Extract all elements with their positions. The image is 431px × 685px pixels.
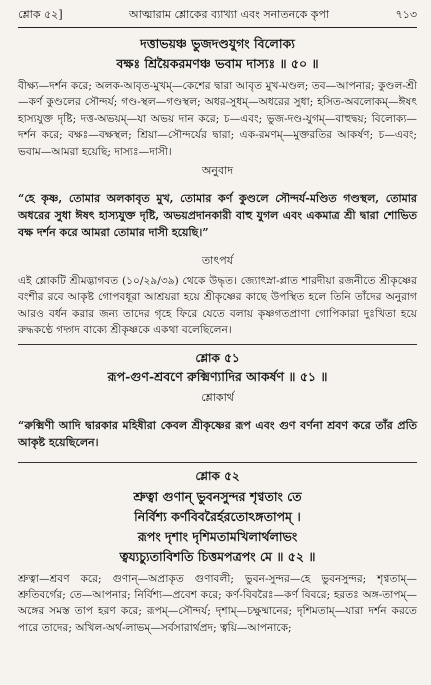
divider <box>18 344 417 345</box>
verse-52-line-3: রূপং দৃশাং দৃশিমতামখিলার্থলাভং <box>137 528 298 544</box>
verse-52-line-2: নির্বিশ্য কর্ণবিবরৈর্হরতোঽঙ্গতাপম্ । <box>134 508 301 524</box>
purport-50: এই শ্লোকটি শ্রীমদ্ভাগবত (১০/২৯/৩৯) থেকে উদ্ধৃত। জ্যোৎস্না-প্লাত শারদীয়া রজনীতে শ্রীকৃষ্ণের বংশীর রবে আকৃষ্ট গোপবধূরা আশ্রয়রা হয়ে শ্রীকৃষ্ণের কাছে উপস্থিত হলে তিনি তাঁদের অনুরাগ আরও বর্ধন করার জন্য তাদের গৃহে ফিরে যেতে বলায় কৃষ্ণগতপ্রাণা গোপিকারা দুঃখিতা হয়ে রুদ্ধকণ্ঠে গদ্গদ বাক্যে শ্রীকৃষ্ণকে একথা বলেছিলেন। <box>18 275 417 337</box>
heading-purport: তাৎপর্য <box>201 254 234 268</box>
verse-51-line: রূপ-গুণ-শ্রবণে রুক্মিণ্যাদির আকর্ষণ ॥ ৫১ ॥ <box>107 368 328 384</box>
header-verse-ref: শ্লোক ৫২] <box>18 8 63 21</box>
header-page-number: ৭১৩ <box>395 8 417 21</box>
synonyms-52: শ্রুত্বা—শ্রবণ করে; গুণান্—অপ্রাকৃত গুণাবলী; ভুবন-সুন্দর—হে ভুবনসুন্দর; শৃণ্বতাম্—শ্রুতিবর্গের; তে—আপনার; নির্বিশ্য—প্রবেশ করে; কর্ণ-বিবরৈঃ—কর্ণ বিবরে; হরতঃ অঙ্গ-তাপম্—অঙ্গের সমস্ত তাপ হরণ করে; রূপম্—সৌন্দর্য; দৃশাম্—চক্ষুষ্মানের; দৃশিমতাম্—যারা দর্শন করতে পারে তাদের; অখিল-অর্থ-লাভম্—সর্বসারার্থপ্রদ; ত্বয়ি—আপনাকে; <box>18 572 417 634</box>
heading-summary: শ্লোকার্থ <box>201 390 234 404</box>
translation-50: “হে কৃষ্ণ, তোমার অলকাবৃত মুখ, তোমার কর্ণ কুণ্ডলে সৌন্দর্য-মণ্ডিত গণ্ডস্থল, তোমার অধরের সুধা ঈষৎ হাস্যযুক্ত দৃষ্টি, অভয়প্রদানকারী বাহু যুগল এবং একমাত্র শ্রী দ্বারা শোভিত বক্ষ দর্শন করে আমরা তোমার দাসী হয়েছি।” <box>18 192 417 240</box>
verse-50-line-2: বক্ষঃ শ্রিয়ৈকরমণঞ্চ ভবাম দাস্যঃ ॥ ৫০ ॥ <box>116 56 319 71</box>
divider <box>18 462 417 463</box>
heading-translation: অনুবাদ <box>201 164 234 178</box>
synonyms-50: বীক্ষ্য—দর্শন করে; অলক-আবৃত-মুখম্—কেশের দ্বারা আবৃত মুখ-মণ্ডল; তব—আপনার; কুণ্ডল-শ্রী—কর্ণ কুণ্ডলের সৌন্দর্য; গণ্ড-স্থল—গণ্ডস্থল; অধর-সুধম্—অধরের সুধা; হসিত-অবলোকম্—ঈষৎ হাস্যযুক্ত দৃষ্টি; দত্ত-অভয়ম্—যা অভয় দান করে; চ—এবং; ভুজ-দণ্ড-যুগম্—বাহুদ্বয়; বিলোক্য—দর্শন করে; বক্ষঃ—বক্ষস্থল; শ্রিয়া—সৌন্দর্যের দ্বারা; এক-রমণম্—মুক্তরতির আকর্ষণ; চ—এবং; ভবাম—আমরা হয়েছি; দাস্যঃ—দাসী। <box>18 80 417 158</box>
verse-52-line-1: শ্রুত্বা গুণান্ ভুবনসুন্দর শৃণ্বতাং তে <box>133 488 302 504</box>
verse-50-line-1: দত্তাভয়ঞ্চ ভুজদণ্ডযুগং বিলোক্য <box>140 36 295 51</box>
verse-52-line-4: ত্বয্যচ্যুতাবিশতি চিত্তমপত্রপং মে ॥ ৫২ ॥ <box>119 548 316 564</box>
page-header <box>18 6 417 28</box>
verse-51-title: শ্লোক ৫১ <box>195 350 240 365</box>
header-chapter-title: আত্মারাম শ্লোকের ব্যাখ্যা এবং সনাতনকে কৃপা <box>129 8 330 21</box>
summary-51: “রুক্মিণী আদি দ্বারকার মহিষীরা কেবল শ্রীকৃষ্ণের রূপ এবং গুণ বর্ণনা শ্রবণ করে তাঁর প্রতি আকৃষ্ট হয়েছিলেন। <box>18 418 417 449</box>
verse-52-title: শ্লোক ৫২ <box>195 468 240 483</box>
verse-52-block <box>18 487 417 567</box>
